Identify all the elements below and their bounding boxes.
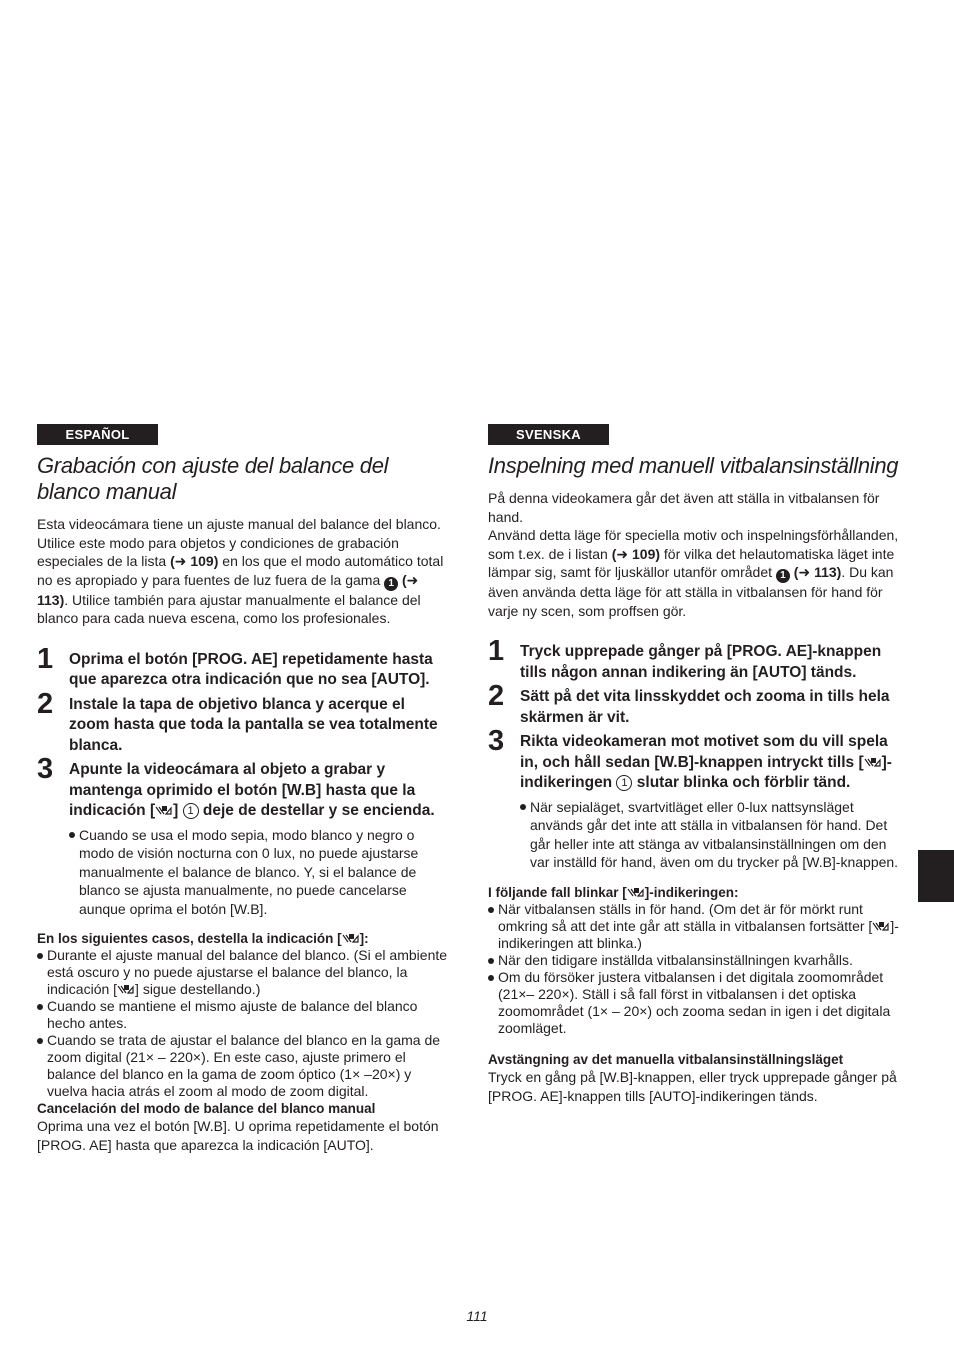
flash-conditions <box>37 930 449 1155</box>
language-badge: ESPAÑOL <box>37 424 158 445</box>
list-item: Durante el ajuste manual del balance del blanco. (Si el ambiente está oscuro y no puede ajustarse el balance del blanco, la indicación [ ] sigue destellando.) <box>37 947 449 998</box>
note-item: Cuando se usa el modo sepia, modo blanco y negro o modo de visión nocturna con 0 lux, no puede ajustarse manualmente el balance de blanco. Y, si el balance de blanco se ajusta manualmente, no puede cancelarse aunque oprima el botón [W.B]. <box>69 826 449 919</box>
section-body: Oprima una vez el botón [W.B]. U oprima repetidamente el botón [PROG. AE] hasta que aparezca la indicación [AUTO]. <box>37 1118 439 1153</box>
step-number: 3 <box>37 753 54 785</box>
step <box>488 680 904 728</box>
white-balance-icon <box>342 933 360 944</box>
numbered-circle-icon: 1 <box>384 577 398 591</box>
step <box>37 687 449 757</box>
intro-paragraph: Esta videocámara tiene un ajuste manual del balance del blanco. <box>37 516 441 532</box>
step-notes <box>520 798 904 872</box>
intro-paragraph: Använd detta läge för speciella motiv och inspelningsförhållanden, som t.ex. de i listan (➜ 109) för vilka det helautomatiska läget inte lämpar sig, samt för ljuskällor utanför området 1 (➜ 113). Du kan även använda detta läge för att ställa in vitbalansen för hand för varje ny scen, som proffsen gör. <box>488 527 899 619</box>
section-heading: I följande fall blinkar [ ]-indikeringen: <box>488 884 739 900</box>
circled-number-icon: 1 <box>616 775 632 791</box>
section-body: Tryck en gång på [W.B]-knappen, eller tryck upprepade gånger på [PROG. AE]-knappen tills [AUTO]-indikeringen tänds. <box>488 1068 897 1104</box>
white-balance-icon <box>117 984 135 995</box>
step-text: Sätt på det vita linsskyddet och zooma in tills hela skärmen är vit. <box>520 688 890 726</box>
section-heading: Cancelación del modo de balance del blanco manual <box>37 1101 376 1116</box>
intro <box>37 515 449 628</box>
step <box>488 725 904 794</box>
white-balance-icon <box>872 921 890 932</box>
list-item: Om du försöker justera vitbalansen i det digitala zoomområdet (21×– 220×). Ställ i så fall först in vitbalansen i det optiska zoomområdet (1× – 20×) och zooma sedan in igen i det digitala zoomläget. <box>488 969 904 1037</box>
step-text: Tryck upprepade gånger på [PROG. AE]-knappen tills någon annan indikering än [AUTO] tänds. <box>520 643 882 681</box>
step-text: Apunte la videocámara al objeto a grabar y mantenga oprimido el botón [W.B] hasta que la indicación [ ] 1 deje de destellar y se encienda. <box>69 761 435 819</box>
step-text: Instale la tapa de objetivo blanca y acerque el zoom hasta que toda la pantalla se vea totalmente blanca. <box>69 695 438 754</box>
list-item: Cuando se mantiene el mismo ajuste de balance del blanco hecho antes. <box>37 998 449 1032</box>
intro <box>488 489 904 620</box>
note-item: När sepialäget, svartvitläget eller 0-lux nattsynsläget används går det inte att ställa in vitbalansen för hand. Det går heller inte att stänga av vitbalansinställningen om den var inställd för hand, även om du trycker på [W.B]-knappen. <box>520 798 904 872</box>
section-heading: En los siguientes casos, destella la indicación [ ]: <box>37 931 369 946</box>
page-reference: (➜ 109) <box>611 545 661 562</box>
page-reference: (➜ 109) <box>170 553 219 569</box>
step-number: 3 <box>488 725 505 757</box>
intro-paragraph: Utilice este modo para objetos y condiciones de grabación especiales de la lista (➜ 109) en los que el modo automático total no es apropiado y para fuentes de luz fuera de la gama 1 (➜ 113). Utilice también para ajustar manualmente el balance del blanco para cada nueva escena, como los profesionales. <box>37 534 444 626</box>
intro-paragraph: På denna videokamera går det även att ställa in vitbalansen för hand. <box>488 490 880 525</box>
step <box>37 753 449 822</box>
swedish-column <box>488 424 904 1106</box>
step-number: 1 <box>488 635 505 667</box>
circled-number-icon: 1 <box>183 803 199 819</box>
step-number: 2 <box>488 680 505 712</box>
step-text: Oprima el botón [PROG. AE] repetidamente hasta que aparezca otra indicación que no sea [AUTO]. <box>69 650 433 688</box>
section-heading: Avstängning av det manuella vitbalansinställningsläget <box>488 1051 844 1067</box>
flash-conditions <box>488 884 904 1106</box>
step <box>488 635 904 683</box>
section-title: Grabación con ajuste del balance del blanco manual <box>37 453 389 504</box>
step <box>37 642 449 691</box>
list-item: Cuando se trata de ajustar el balance del blanco en la gama de zoom digital (21× – 220×). En este caso, ajuste primero el balance del blanco en la gama de zoom óptico (1× –20×) y vuelva hacia atrás el zoom al modo de zoom digital. <box>37 1032 449 1100</box>
step-number: 1 <box>37 642 54 675</box>
white-balance-icon <box>155 805 173 816</box>
page-reference: (➜ 113) <box>793 564 842 580</box>
spanish-column <box>37 424 449 1155</box>
section-tab-marker <box>918 850 954 902</box>
section-title: Inspelning med manuell vitbalansinställning <box>488 453 899 478</box>
list-item: När vitbalansen ställs in för hand. (Om det är för mörkt runt omkring så att det inte går att ställa in vitbalansen fortsätter [ ]-indikeringen att blinka.) <box>488 901 904 952</box>
page-number: 111 <box>466 1308 488 1324</box>
page-reference: (➜ 113) <box>37 571 419 608</box>
list-item: När den tidigare inställda vitbalansinställningen kvarhålls. <box>488 952 904 969</box>
step-number: 2 <box>37 687 54 720</box>
steps-list <box>488 635 904 872</box>
white-balance-icon <box>627 887 645 898</box>
language-badge: SVENSKA <box>488 424 609 445</box>
step-notes <box>69 826 449 919</box>
spacer <box>488 1037 904 1051</box>
steps-list <box>37 642 449 919</box>
numbered-circle-icon: 1 <box>776 569 790 583</box>
step-text: Rikta videokameran mot motivet som du vill spela in, och håll sedan [W.B]-knappen intryckt tills [ ]-indikeringen 1 slutar blinka och förblir tänd. <box>520 733 892 791</box>
white-balance-icon <box>864 757 882 768</box>
